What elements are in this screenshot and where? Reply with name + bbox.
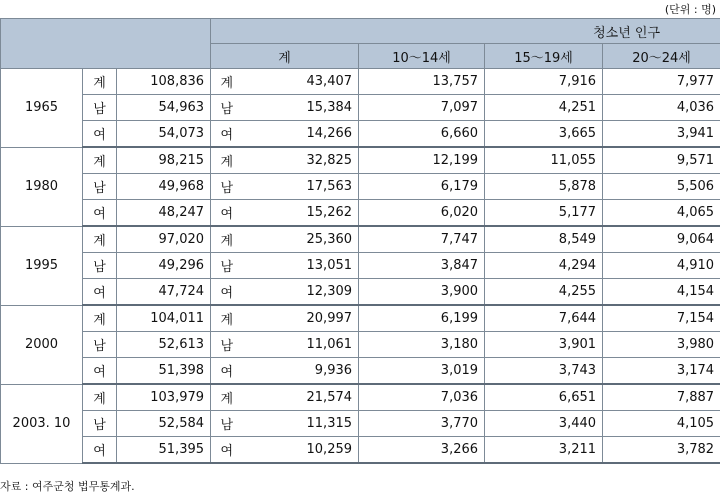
- youth-row-label: 계: [211, 226, 243, 253]
- age-10-14: 3,847: [359, 253, 485, 279]
- youth-total: 12,309: [243, 279, 359, 306]
- youth-total: 21,574: [243, 384, 359, 411]
- age-20-24: 3,174: [603, 358, 720, 385]
- age-10-14: 3,266: [359, 437, 485, 464]
- youth-total: 17,563: [243, 174, 359, 200]
- youth-row-label: 계: [211, 305, 243, 332]
- age-15-19: 5,177: [485, 200, 603, 227]
- table-row: [1, 253, 720, 279]
- age-15-19: 3,211: [485, 437, 603, 464]
- age-20-24: 4,910: [603, 253, 720, 279]
- youth-total: 14,266: [243, 121, 359, 148]
- table-row: [1, 411, 720, 437]
- unit-note: (단위 : 명): [664, 3, 716, 16]
- age-20-24: 3,980: [603, 332, 720, 358]
- age-20-24: 3,941: [603, 121, 720, 148]
- youth-row-label: 남: [211, 253, 243, 279]
- row-label: 남: [83, 332, 117, 358]
- age-20-24: 7,154: [603, 305, 720, 332]
- age-10-14: 6,660: [359, 121, 485, 148]
- total-population: 54,073: [117, 121, 211, 148]
- age-15-19: 7,916: [485, 69, 603, 95]
- age-15-19: 4,251: [485, 95, 603, 121]
- youth-row-label: 남: [211, 174, 243, 200]
- youth-total: 11,061: [243, 332, 359, 358]
- total-population: 52,613: [117, 332, 211, 358]
- age-15-19: 3,743: [485, 358, 603, 385]
- age-15-19: 3,440: [485, 411, 603, 437]
- age-10-14: 6,199: [359, 305, 485, 332]
- age-10-14: 6,179: [359, 174, 485, 200]
- age-20-24: 4,036: [603, 95, 720, 121]
- youth-row-label: 여: [211, 279, 243, 306]
- row-label: 여: [83, 200, 117, 227]
- age-15-19: 11,055: [485, 147, 603, 174]
- source-note: 자료 : 여주군청 법무통계과.: [0, 480, 135, 493]
- total-population: 51,398: [117, 358, 211, 385]
- population-table: [0, 18, 720, 464]
- row-label: 계: [83, 305, 117, 332]
- total-population: 54,963: [117, 95, 211, 121]
- table-row: [1, 279, 720, 306]
- year-cell: 1980: [1, 147, 83, 226]
- table-row: [1, 358, 720, 385]
- youth-row-label: 남: [211, 332, 243, 358]
- age-15-19: 7,644: [485, 305, 603, 332]
- youth-row-label: 계: [211, 147, 243, 174]
- year-cell: 2000: [1, 305, 83, 384]
- age-20-24: 4,105: [603, 411, 720, 437]
- total-population: 49,968: [117, 174, 211, 200]
- row-label: 계: [83, 69, 117, 95]
- row-label: 여: [83, 279, 117, 306]
- age-15-19: 4,294: [485, 253, 603, 279]
- age-20-24: 9,571: [603, 147, 720, 174]
- table-body: [1, 69, 720, 464]
- row-label: 남: [83, 95, 117, 121]
- youth-row-label: 남: [211, 95, 243, 121]
- row-label: 여: [83, 358, 117, 385]
- header-col-total: 계: [211, 44, 359, 69]
- youth-total: 13,051: [243, 253, 359, 279]
- age-10-14: 3,770: [359, 411, 485, 437]
- table-row: [1, 69, 720, 95]
- row-label: 남: [83, 253, 117, 279]
- age-20-24: 4,154: [603, 279, 720, 306]
- year-cell: 2003. 10: [1, 384, 83, 463]
- youth-row-label: 여: [211, 121, 243, 148]
- row-label: 남: [83, 411, 117, 437]
- total-population: 97,020: [117, 226, 211, 253]
- row-label: 계: [83, 147, 117, 174]
- table-row: [1, 200, 720, 227]
- age-20-24: 5,506: [603, 174, 720, 200]
- total-population: 47,724: [117, 279, 211, 306]
- youth-total: 43,407: [243, 69, 359, 95]
- youth-total: 10,259: [243, 437, 359, 464]
- table-row: [1, 305, 720, 332]
- age-10-14: 3,180: [359, 332, 485, 358]
- youth-total: 11,315: [243, 411, 359, 437]
- age-15-19: 3,665: [485, 121, 603, 148]
- table-row: [1, 121, 720, 148]
- age-10-14: 6,020: [359, 200, 485, 227]
- age-10-14: 12,199: [359, 147, 485, 174]
- age-15-19: 3,901: [485, 332, 603, 358]
- table-row: [1, 437, 720, 464]
- age-20-24: 3,782: [603, 437, 720, 464]
- total-population: 49,296: [117, 253, 211, 279]
- age-20-24: 7,887: [603, 384, 720, 411]
- row-label: 여: [83, 437, 117, 464]
- header-corner: [1, 19, 211, 69]
- age-20-24: 7,977: [603, 69, 720, 95]
- table-row: [1, 174, 720, 200]
- total-population: 51,395: [117, 437, 211, 464]
- youth-row-label: 여: [211, 358, 243, 385]
- row-label: 계: [83, 384, 117, 411]
- youth-total: 20,997: [243, 305, 359, 332]
- age-10-14: 7,747: [359, 226, 485, 253]
- total-population: 108,836: [117, 69, 211, 95]
- age-10-14: 7,097: [359, 95, 485, 121]
- youth-total: 25,360: [243, 226, 359, 253]
- age-15-19: 8,549: [485, 226, 603, 253]
- youth-row-label: 계: [211, 384, 243, 411]
- total-population: 48,247: [117, 200, 211, 227]
- year-cell: 1995: [1, 226, 83, 305]
- age-10-14: 7,036: [359, 384, 485, 411]
- header-col-10-14: 10～14세: [359, 44, 485, 69]
- youth-total: 15,384: [243, 95, 359, 121]
- age-15-19: 6,651: [485, 384, 603, 411]
- age-20-24: 9,064: [603, 226, 720, 253]
- age-15-19: 5,878: [485, 174, 603, 200]
- youth-total: 32,825: [243, 147, 359, 174]
- youth-total: 9,936: [243, 358, 359, 385]
- header-youth-population: 청소년 인구: [211, 19, 720, 44]
- total-population: 52,584: [117, 411, 211, 437]
- total-population: 103,979: [117, 384, 211, 411]
- table-row: [1, 332, 720, 358]
- youth-row-label: 여: [211, 200, 243, 227]
- youth-row-label: 계: [211, 69, 243, 95]
- total-population: 98,215: [117, 147, 211, 174]
- age-20-24: 4,065: [603, 200, 720, 227]
- header-col-15-19: 15～19세: [485, 44, 603, 69]
- total-population: 104,011: [117, 305, 211, 332]
- table-row: [1, 95, 720, 121]
- age-10-14: 3,900: [359, 279, 485, 306]
- row-label: 여: [83, 121, 117, 148]
- table-row: [1, 226, 720, 253]
- age-15-19: 4,255: [485, 279, 603, 306]
- table-row: [1, 384, 720, 411]
- youth-row-label: 여: [211, 437, 243, 464]
- year-cell: 1965: [1, 69, 83, 148]
- header-col-20-24: 20～24세: [603, 44, 720, 69]
- age-10-14: 13,757: [359, 69, 485, 95]
- youth-row-label: 남: [211, 411, 243, 437]
- row-label: 남: [83, 174, 117, 200]
- row-label: 계: [83, 226, 117, 253]
- table-row: [1, 147, 720, 174]
- age-10-14: 3,019: [359, 358, 485, 385]
- youth-total: 15,262: [243, 200, 359, 227]
